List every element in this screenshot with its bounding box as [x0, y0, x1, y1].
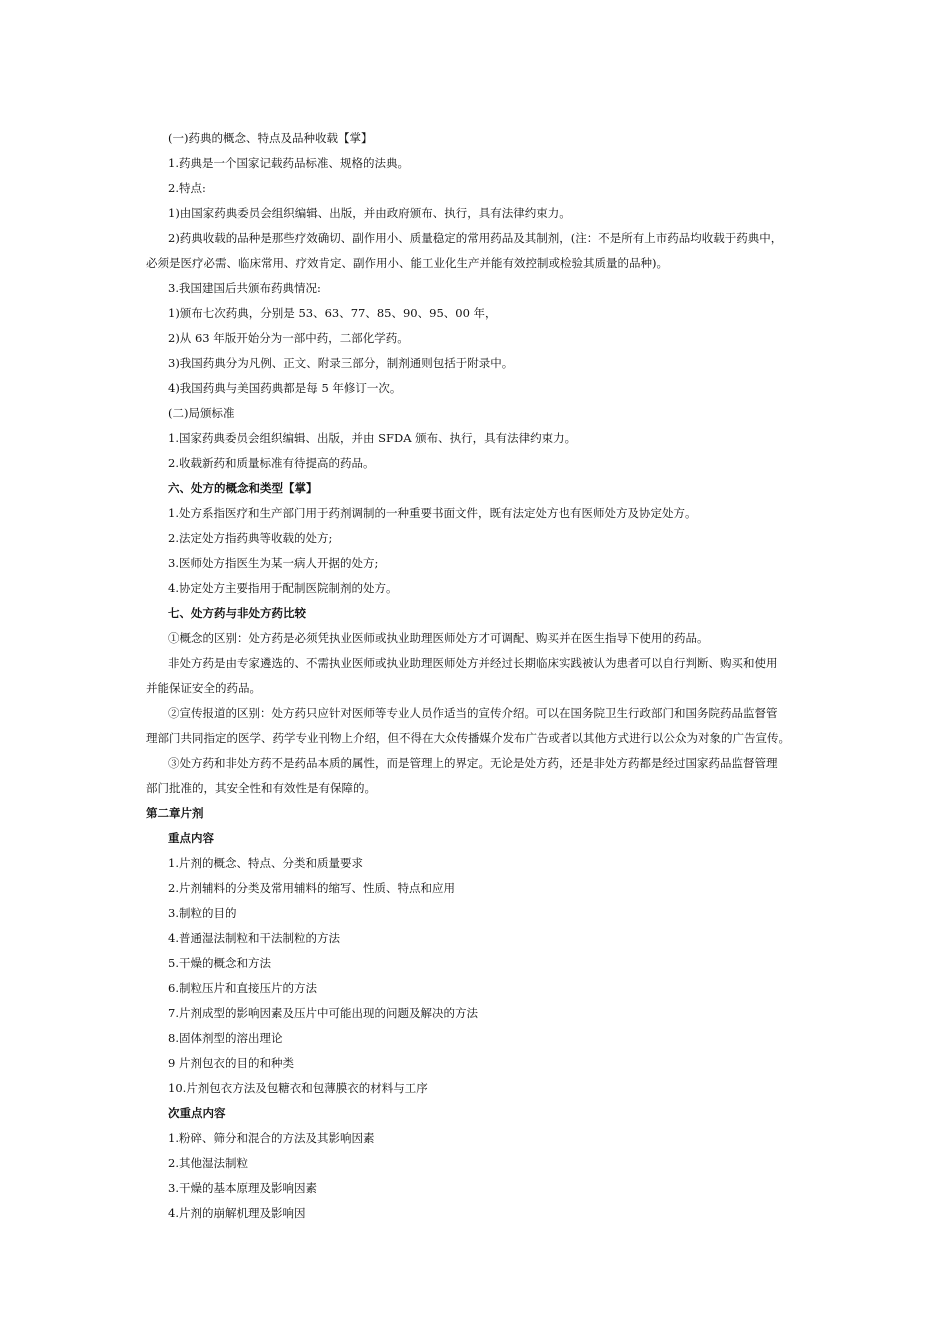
paragraph-line: 2)药典收载的品种是那些疗效确切、副作用小、质量稳定的常用药品及其制剂，(注：不是所有上市药品均收载于药典中，: [168, 231, 783, 245]
paragraph-line: 部门批准的，其安全性和有效性是有保障的。: [146, 781, 376, 795]
paragraph-line: 并能保证安全的药品。: [146, 681, 261, 695]
section-heading: 七、处方药与非处方药比较: [168, 606, 306, 620]
paragraph-line: 3.医师处方指医生为某一病人开据的处方;: [168, 556, 379, 570]
paragraph-line: 4)我国药典与美国药典都是每 5 年修订一次。: [168, 381, 402, 395]
paragraph-line: ②宣传报道的区别：处方药只应针对医师等专业人员作适当的宣传介绍。可以在国务院卫生行政部门和国务院药品监督管: [168, 706, 778, 720]
list-item: 8.固体剂型的溶出理论: [168, 1031, 283, 1045]
section-heading: 重点内容: [168, 831, 214, 845]
list-item: 2.其他湿法制粒: [168, 1156, 248, 1170]
paragraph-line: 2)从 63 年版开始分为一部中药，二部化学药。: [168, 331, 409, 345]
list-item: 2.片剂辅料的分类及常用辅料的缩写、性质、特点和应用: [168, 881, 455, 895]
list-item: 9 片剂包衣的目的和种类: [168, 1056, 294, 1070]
paragraph-line: 2.法定处方指药典等收载的处方;: [168, 531, 333, 545]
paragraph-line: ③处方药和非处方药不是药品本质的属性，而是管理上的界定。无论是处方药，还是非处方药都是经过国家药品监督管理: [168, 756, 778, 770]
paragraph-line: 1.药典是一个国家记载药品标准、规格的法典。: [168, 156, 409, 170]
list-item: 4.普通湿法制粒和干法制粒的方法: [168, 931, 340, 945]
paragraph-line: 2.特点:: [168, 181, 206, 195]
section-heading: 六、处方的概念和类型【掌】: [168, 481, 318, 495]
paragraph-line: 必须是医疗必需、临床常用、疗效肯定、副作用小、能工业化生产并能有效控制或检验其质量的品种)。: [146, 256, 668, 270]
paragraph-line: 1.处方系指医疗和生产部门用于药剂调制的一种重要书面文件，既有法定处方也有医师处方及协定处方。: [168, 506, 697, 520]
paragraph-line: 1)由国家药典委员会组织编辑、出版，并由政府颁布、执行，具有法律约束力。: [168, 206, 571, 220]
list-item: 3.干燥的基本原理及影响因素: [168, 1181, 317, 1195]
paragraph-line: 3)我国药典分为凡例、正文、附录三部分，制剂通则包括于附录中。: [168, 356, 514, 370]
list-item: 5.干燥的概念和方法: [168, 956, 271, 970]
paragraph-line: 理部门共同指定的医学、药学专业刊物上介绍，但不得在大众传播媒介发布广告或者以其他方式进行以公众为对象的广告宣传。: [146, 731, 790, 745]
paragraph-line: 3.我国建国后共颁布药典情况:: [168, 281, 321, 295]
list-item: 10.片剂包衣方法及包糖衣和包薄膜衣的材料与工序: [168, 1081, 428, 1095]
paragraph-line: ①概念的区别：处方药是必须凭执业医师或执业助理医师处方才可调配、购买并在医生指导下使用的药品。: [168, 631, 709, 645]
list-item: 3.制粒的目的: [168, 906, 237, 920]
list-item: 1.粉碎、筛分和混合的方法及其影响因素: [168, 1131, 375, 1145]
subsection-heading: (一)药典的概念、特点及品种收载【掌】: [168, 131, 373, 145]
paragraph-line: 2.收载新药和质量标准有待提高的药品。: [168, 456, 375, 470]
list-item: 7.片剂成型的影响因素及压片中可能出现的问题及解决的方法: [168, 1006, 478, 1020]
paragraph-line: 1.国家药典委员会组织编辑、出版，并由 SFDA 颁布、执行，具有法律约束力。: [168, 431, 577, 445]
list-item: 6.制粒压片和直接压片的方法: [168, 981, 317, 995]
chapter-heading: 第二章片剂: [146, 806, 204, 820]
paragraph-line: 4.协定处方主要指用于配制医院制剂的处方。: [168, 581, 398, 595]
paragraph-line: 1)颁布七次药典，分别是 53、63、77、85、90、95、00 年，: [168, 306, 497, 320]
paragraph-line: 非处方药是由专家遴选的、不需执业医师或执业助理医师处方并经过长期临床实践被认为患者可以自行判断、购买和使用: [168, 656, 778, 670]
section-heading: 次重点内容: [168, 1106, 226, 1120]
list-item: 4.片剂的崩解机理及影响因: [168, 1206, 306, 1220]
subsection-heading: (二)局颁标准: [168, 406, 235, 420]
list-item: 1.片剂的概念、特点、分类和质量要求: [168, 856, 363, 870]
